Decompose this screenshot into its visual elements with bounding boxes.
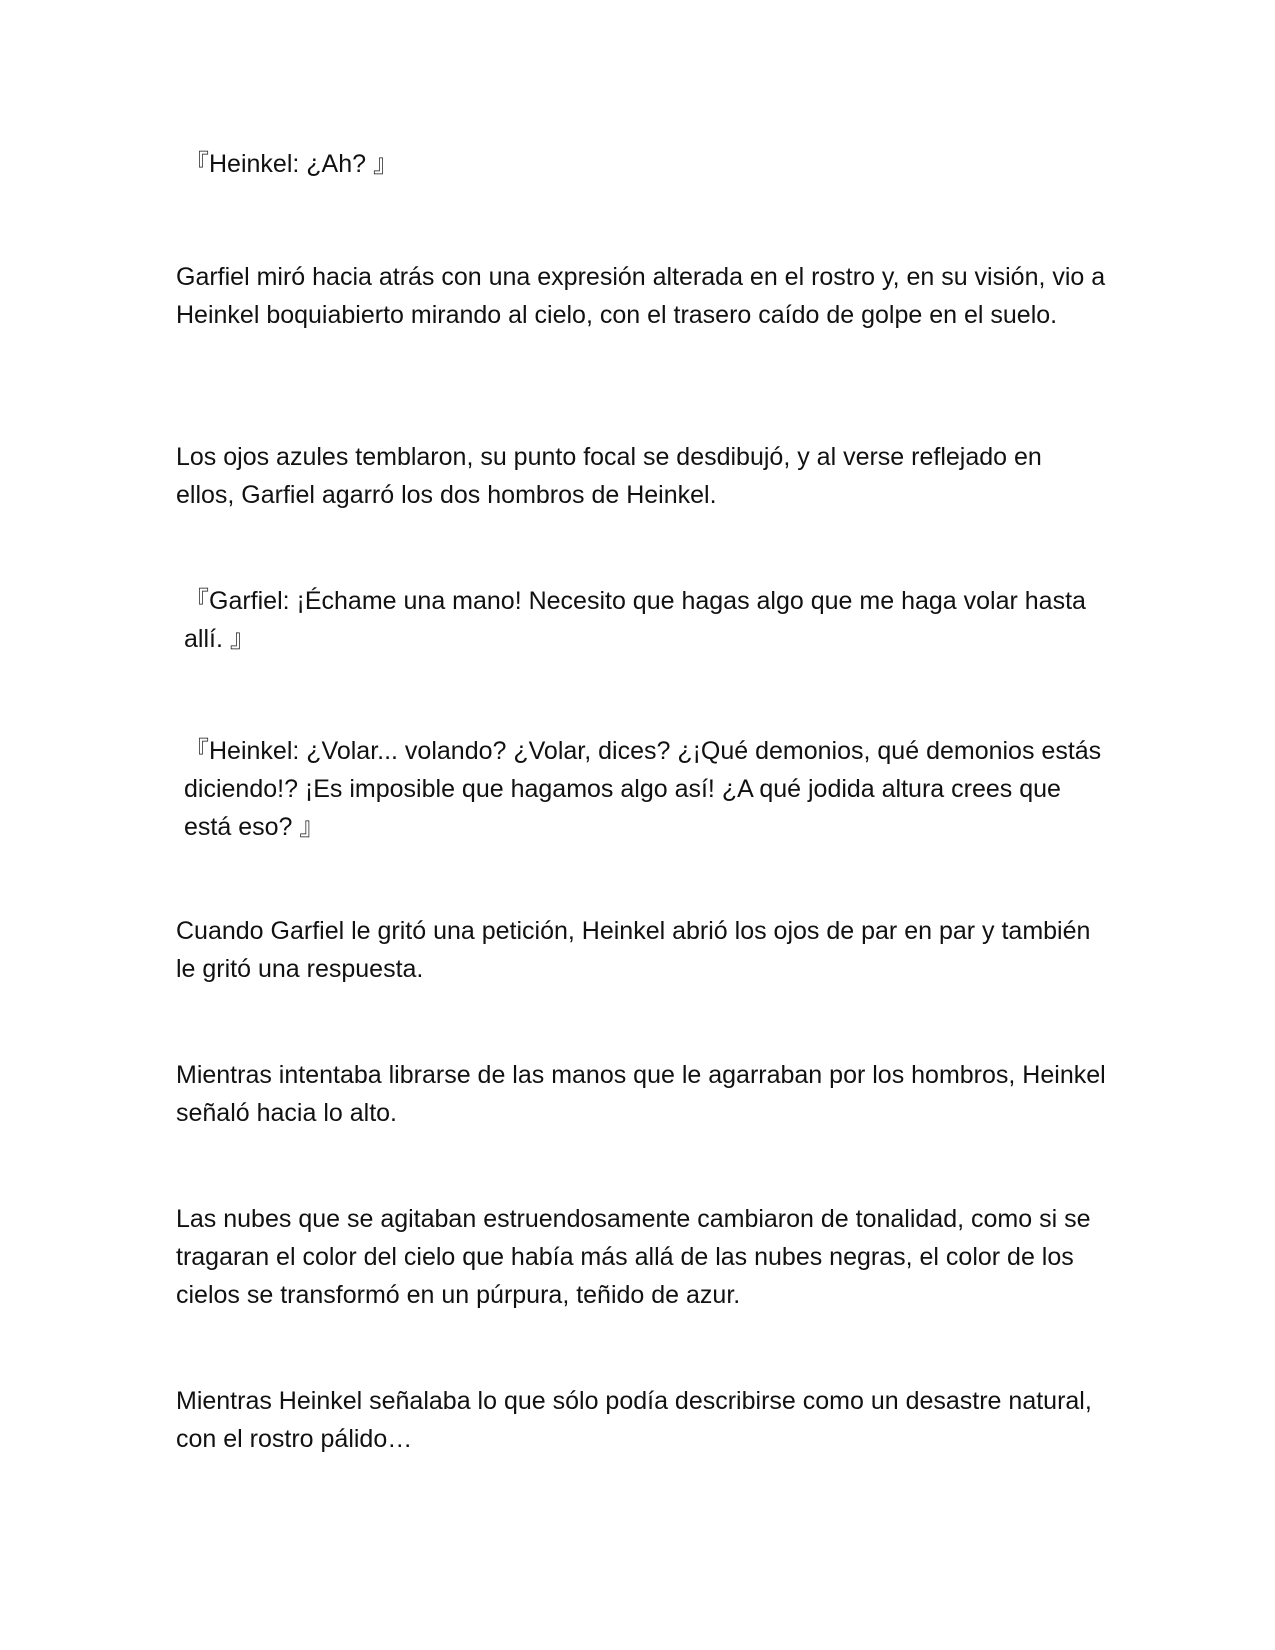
dialogue-heinkel-ah: 『Heinkel: ¿Ah? 』 <box>184 150 398 178</box>
paragraph-points-upward: Mientras intentaba librarse de las manos que le agarraban por los hombros, Heinkel señaló hacia lo alto. <box>176 1061 1106 1127</box>
paragraph-garfiel-looks-back: Garfiel miró hacia atrás con una expresión alterada en el rostro y, en su visión, vio a Heinkel boquiabierto mirando al cielo, con el trasero caído de golpe en el suelo. <box>176 263 1106 329</box>
paragraph-clouds-change: Las nubes que se agitaban estruendosamente cambiaron de tonalidad, como si se tragaran el color del cielo que había más allá de las nubes negras, el color de los cielos se transformó en un púrpura, teñido de azur. <box>176 1205 1091 1309</box>
dialogue-garfiel-help: 『Garfiel: ¡Échame una mano! Necesito que hagas algo que me haga volar hasta allí. 』 <box>184 587 1086 653</box>
paragraph-shouted-request: Cuando Garfiel le gritó una petición, Heinkel abrió los ojos de par en par y también le gritó una respuesta. <box>176 917 1091 983</box>
paragraph-natural-disaster: Mientras Heinkel señalaba lo que sólo podía describirse como un desastre natural, con el rostro pálido… <box>176 1387 1092 1453</box>
paragraph-blue-eyes: Los ojos azules temblaron, su punto focal se desdibujó, y al verse reflejado en ellos, Garfiel agarró los dos hombros de Heinkel. <box>176 443 1042 509</box>
dialogue-heinkel-fly: 『Heinkel: ¿Volar... volando? ¿Volar, dices? ¿¡Qué demonios, qué demonios estás diciendo!? ¡Es imposible que hagamos algo así! ¿A qué jodida altura crees que está eso? 』 <box>184 737 1102 841</box>
